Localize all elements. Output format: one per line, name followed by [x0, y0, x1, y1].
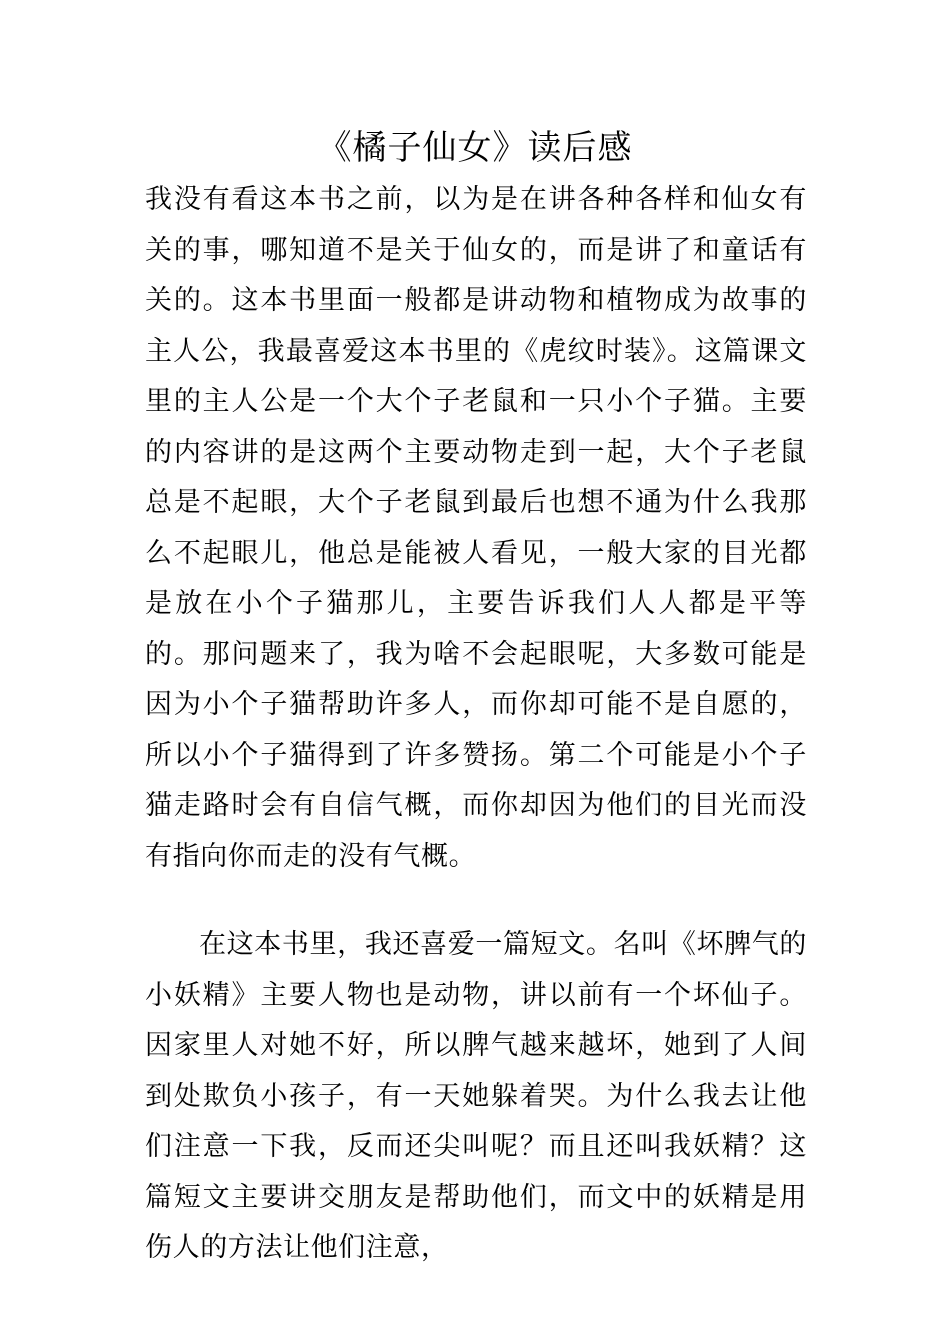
paragraph-2: 在这本书里，我还喜爱一篇短文。名叫《坏脾气的小妖精》主要人物也是动物，讲以前有一个坏仙子。因家里人对她不好，所以脾气越来越坏，她到了人间到处欺负小孩子，有一天她躲着哭。为什么我去让他们注意一下我，反而还尖叫呢？而且还叫我妖精？这篇短文主要讲交朋友是帮助他们，而文中的妖精是用伤人的方法让他们注意，: [145, 929, 807, 1263]
paragraph-1: 我没有看这本书之前，以为是在讲各种各样和仙女有关的事，哪知道不是关于仙女的，而是讲了和童话有关的。这本书里面一般都是讲动物和植物成为故事的主人公，我最喜爱这本书里的《虎纹时装》。这篇课文里的主人公是一个大个子老鼠和一只小个子猫。主要的内容讲的是这两个主要动物走到一起，大个子老鼠总是不起眼，大个子老鼠到最后也想不通为什么我那么不起眼儿，他总是能被人看见，一般大家的目光都是放在小个子猫那儿，主要告诉我们人人都是平等的。那问题来了，我为啥不会起眼呢，大多数可能是因为小个子猫帮助许多人，而你却可能不是自愿的，所以小个子猫得到了许多赞扬。第二个可能是小个子猫走路时会有自信气概，而你却因为他们的目光而没有指向你而走的没有气概。: [145, 184, 807, 872]
document-title: 《橘子仙女》读后感: [317, 128, 633, 168]
